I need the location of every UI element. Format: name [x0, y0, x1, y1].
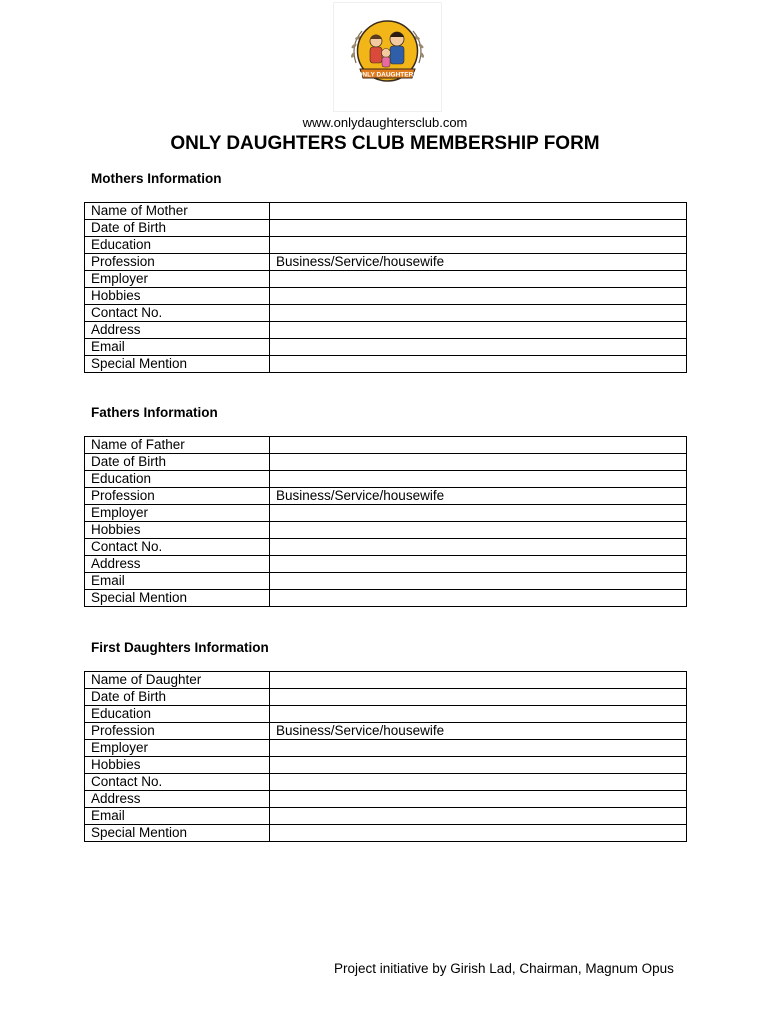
field-label: Education [85, 237, 270, 254]
field-value[interactable] [270, 271, 687, 288]
field-value[interactable] [270, 539, 687, 556]
field-value[interactable] [270, 356, 687, 373]
form-row [85, 220, 687, 237]
field-value[interactable] [270, 237, 687, 254]
fathers-section-heading: Fathers Information [91, 405, 218, 420]
club-logo-icon [334, 3, 441, 111]
field-value[interactable] [270, 288, 687, 305]
field-label: Contact No. [85, 305, 270, 322]
field-label: Email [85, 339, 270, 356]
field-value[interactable] [270, 220, 687, 237]
field-value[interactable] [270, 590, 687, 607]
field-value[interactable] [270, 505, 687, 522]
form-row [85, 488, 687, 505]
form-row [85, 356, 687, 373]
field-label: Hobbies [85, 288, 270, 305]
field-value[interactable] [270, 471, 687, 488]
field-value[interactable] [270, 437, 687, 454]
field-label: Profession [85, 488, 270, 505]
field-value[interactable] [270, 522, 687, 539]
field-value[interactable] [270, 322, 687, 339]
form-row [85, 672, 687, 689]
field-value[interactable] [270, 573, 687, 590]
field-label: Employer [85, 505, 270, 522]
form-row [85, 791, 687, 808]
field-label: Special Mention [85, 825, 270, 842]
field-label: Email [85, 573, 270, 590]
form-row [85, 322, 687, 339]
form-row [85, 305, 687, 322]
field-value[interactable] [270, 706, 687, 723]
form-row [85, 757, 687, 774]
form-row [85, 706, 687, 723]
field-label: Address [85, 556, 270, 573]
field-label: Hobbies [85, 522, 270, 539]
field-label: Hobbies [85, 757, 270, 774]
field-label: Employer [85, 271, 270, 288]
field-value[interactable] [270, 757, 687, 774]
daughters-section-heading: First Daughters Information [91, 640, 269, 655]
daughters-info-table [84, 671, 687, 842]
form-row [85, 437, 687, 454]
field-label: Name of Mother [85, 203, 270, 220]
form-row [85, 454, 687, 471]
form-row [85, 522, 687, 539]
field-label: Education [85, 706, 270, 723]
field-label: Date of Birth [85, 454, 270, 471]
form-row [85, 237, 687, 254]
field-label: Email [85, 808, 270, 825]
field-label: Date of Birth [85, 220, 270, 237]
form-row [85, 288, 687, 305]
field-value[interactable] [270, 556, 687, 573]
form-row [85, 203, 687, 220]
form-row [85, 774, 687, 791]
field-value[interactable] [270, 808, 687, 825]
form-row [85, 573, 687, 590]
field-value[interactable] [270, 203, 687, 220]
form-row [85, 556, 687, 573]
form-row [85, 808, 687, 825]
field-value[interactable] [270, 791, 687, 808]
field-value[interactable] [270, 672, 687, 689]
form-row [85, 339, 687, 356]
field-label: Profession [85, 723, 270, 740]
field-label: Education [85, 471, 270, 488]
form-row [85, 689, 687, 706]
fathers-info-table [84, 436, 687, 607]
form-row [85, 590, 687, 607]
page-title: ONLY DAUGHTERS CLUB MEMBERSHIP FORM [170, 133, 600, 154]
field-label: Address [85, 322, 270, 339]
field-value[interactable]: Business/Service/housewife [270, 723, 687, 740]
field-label: Special Mention [85, 590, 270, 607]
field-value[interactable] [270, 825, 687, 842]
form-row [85, 723, 687, 740]
field-value[interactable] [270, 305, 687, 322]
form-row [85, 271, 687, 288]
field-label: Contact No. [85, 539, 270, 556]
field-label: Date of Birth [85, 689, 270, 706]
form-row [85, 740, 687, 757]
website-url: www.onlydaughtersclub.com [302, 115, 468, 130]
field-value[interactable] [270, 740, 687, 757]
mothers-info-table [84, 202, 687, 373]
field-value[interactable]: Business/Service/housewife [270, 254, 687, 271]
club-logo [333, 2, 442, 112]
form-row [85, 825, 687, 842]
form-row [85, 539, 687, 556]
field-label: Contact No. [85, 774, 270, 791]
mothers-section-heading: Mothers Information [91, 171, 222, 186]
form-row [85, 505, 687, 522]
field-label: Name of Father [85, 437, 270, 454]
form-row [85, 254, 687, 271]
field-label: Name of Daughter [85, 672, 270, 689]
field-label: Employer [85, 740, 270, 757]
field-label: Address [85, 791, 270, 808]
field-value[interactable] [270, 689, 687, 706]
svg-text:ONLY DAUGHTERS: ONLY DAUGHTERS [357, 71, 418, 79]
field-value[interactable]: Business/Service/housewife [270, 488, 687, 505]
footer-credit: Project initiative by Girish Lad, Chairman, Magnum Opus [334, 961, 674, 976]
field-value[interactable] [270, 454, 687, 471]
field-label: Special Mention [85, 356, 270, 373]
field-value[interactable] [270, 339, 687, 356]
field-value[interactable] [270, 774, 687, 791]
field-label: Profession [85, 254, 270, 271]
form-row [85, 471, 687, 488]
